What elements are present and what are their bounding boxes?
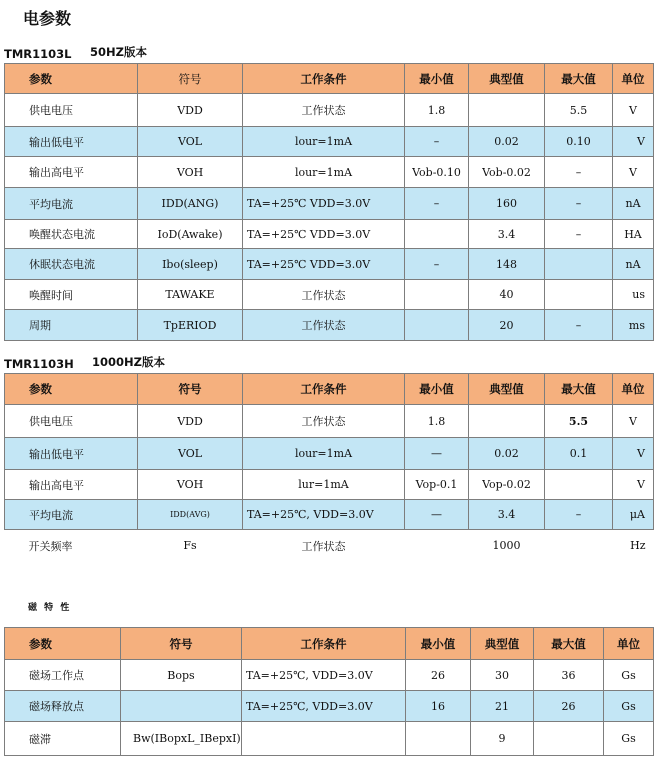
table-row bbox=[5, 438, 654, 470]
header-unit: 单位 bbox=[613, 64, 654, 94]
cell-max bbox=[545, 470, 613, 500]
table-row bbox=[5, 94, 654, 127]
cell-typ: Vop-0.02 bbox=[469, 470, 545, 500]
cell-condition: 工作状态 bbox=[243, 280, 405, 310]
cell-condition: lour=1mA bbox=[243, 127, 405, 157]
cell-max bbox=[534, 722, 604, 756]
cell-min: 26 bbox=[406, 660, 471, 691]
cell-param: 唤醒时间 bbox=[5, 280, 138, 310]
header-typ: 典型值 bbox=[469, 64, 545, 94]
cell-min: – bbox=[405, 249, 469, 280]
cell-unit: V bbox=[613, 438, 654, 470]
section1-version: 50HZ版本 bbox=[90, 45, 147, 59]
cell-max: 26 bbox=[534, 691, 604, 722]
cell-unit: V bbox=[613, 405, 654, 438]
cell-symbol: Bops bbox=[121, 660, 242, 691]
cell-min: – bbox=[405, 188, 469, 220]
page-title: 电参数 bbox=[23, 9, 72, 28]
cell-min bbox=[405, 220, 469, 249]
table-row bbox=[5, 220, 654, 249]
section1-model: TMR1103L bbox=[4, 47, 72, 61]
cell-condition: lour=1mA bbox=[243, 438, 405, 470]
cell-typ: 148 bbox=[469, 249, 545, 280]
table-row bbox=[5, 530, 654, 562]
cell-condition: lour=1mA bbox=[243, 157, 405, 188]
cell-param: 平均电流 bbox=[5, 500, 138, 530]
cell-typ: 160 bbox=[469, 188, 545, 220]
cell-param: 输出低电平 bbox=[5, 127, 138, 157]
cell-typ: 9 bbox=[471, 722, 534, 756]
cell-condition: TA=+25℃, VDD=3.0V bbox=[242, 660, 406, 691]
cell-typ: 1000 bbox=[492, 539, 521, 553]
header-symbol: 符号 bbox=[138, 374, 243, 405]
cell-condition: TA=+25℃ VDD=3.0V bbox=[243, 249, 405, 280]
cell-max: 0.1 bbox=[545, 438, 613, 470]
header-symbol: 符号 bbox=[121, 628, 242, 660]
cell-max: 36 bbox=[534, 660, 604, 691]
table-row bbox=[5, 127, 654, 157]
cell-min: — bbox=[405, 438, 469, 470]
cell-symbol: Bw(IBopxL_IBepxI) bbox=[121, 722, 242, 756]
cell-symbol: VOL bbox=[138, 438, 243, 470]
header-symbol: 符号 bbox=[138, 64, 243, 94]
cell-max bbox=[545, 530, 613, 562]
table-row bbox=[5, 280, 654, 310]
section2-version: 1000HZ版本 bbox=[92, 355, 165, 369]
cell-max: – bbox=[545, 220, 613, 249]
cell-param: 磁滞 bbox=[5, 722, 121, 756]
header-param: 参数 bbox=[5, 374, 138, 405]
cell-param: 休眠状态电流 bbox=[5, 249, 138, 280]
cell-max: – bbox=[545, 500, 613, 530]
cell-min bbox=[406, 722, 471, 756]
cell-unit: Hz bbox=[630, 539, 646, 553]
table-row bbox=[5, 188, 654, 220]
cell-unit: us bbox=[613, 280, 654, 310]
cell-typ: 3.4 bbox=[469, 220, 545, 249]
cell-param: 开关频率 bbox=[28, 539, 73, 553]
header-min: 最小值 bbox=[405, 64, 469, 94]
cell-symbol: IoD(Awake) bbox=[138, 220, 243, 249]
cell-min bbox=[405, 310, 469, 341]
cell-symbol bbox=[121, 691, 242, 722]
cell-unit: Gs bbox=[604, 722, 654, 756]
cell-max: – bbox=[545, 157, 613, 188]
table-row bbox=[5, 405, 654, 438]
cell-param: 供电电压 bbox=[5, 94, 138, 127]
cell-typ: 3.4 bbox=[469, 500, 545, 530]
cell-min bbox=[405, 280, 469, 310]
cell-min: 1.8 bbox=[405, 405, 469, 438]
table-row bbox=[5, 310, 654, 341]
header-condition: 工作条件 bbox=[243, 64, 405, 94]
cell-min: 1.8 bbox=[405, 94, 469, 127]
cell-min bbox=[405, 530, 469, 562]
table-row bbox=[5, 470, 654, 500]
cell-param: 唤醒状态电流 bbox=[5, 220, 138, 249]
header-max: 最大值 bbox=[545, 64, 613, 94]
cell-param: 输出高电平 bbox=[5, 157, 138, 188]
table-row bbox=[5, 157, 654, 188]
cell-condition: TA=+25℃ VDD=3.0V bbox=[243, 188, 405, 220]
cell-max: 5.5 bbox=[545, 405, 613, 438]
header-unit: 单位 bbox=[613, 374, 654, 405]
cell-condition: TA=+25℃, VDD=3.0V bbox=[243, 500, 405, 530]
cell-unit: V bbox=[613, 94, 654, 127]
cell-unit: μA bbox=[613, 500, 654, 530]
header-param: 参数 bbox=[5, 628, 121, 660]
cell-condition: TA=+25℃ VDD=3.0V bbox=[243, 220, 405, 249]
cell-typ: 0.02 bbox=[469, 127, 545, 157]
cell-unit: V bbox=[613, 127, 654, 157]
cell-symbol: IDD(ANG) bbox=[138, 188, 243, 220]
cell-typ: 40 bbox=[469, 280, 545, 310]
cell-typ: 20 bbox=[469, 310, 545, 341]
cell-unit: Gs bbox=[604, 660, 654, 691]
cell-symbol: VDD bbox=[138, 405, 243, 438]
cell-param: 周期 bbox=[5, 310, 138, 341]
cell-condition: 工作状态 bbox=[301, 539, 346, 553]
header-param: 参数 bbox=[5, 64, 138, 94]
section1-table bbox=[4, 63, 654, 341]
table-row bbox=[5, 722, 654, 756]
cell-symbol: VOH bbox=[138, 157, 243, 188]
cell-symbol: Ibo(sleep) bbox=[138, 249, 243, 280]
cell-symbol: VOH bbox=[138, 470, 243, 500]
cell-param: 输出低电平 bbox=[5, 438, 138, 470]
header-min: 最小值 bbox=[406, 628, 471, 660]
table-header-row bbox=[5, 374, 654, 405]
cell-max bbox=[545, 280, 613, 310]
section2-table bbox=[4, 373, 654, 562]
cell-symbol: TpERIOD bbox=[138, 310, 243, 341]
header-min: 最小值 bbox=[405, 374, 469, 405]
cell-typ bbox=[469, 405, 545, 438]
cell-min: Vob-0.10 bbox=[405, 157, 469, 188]
section2-model: TMR1103H bbox=[4, 357, 74, 371]
header-condition: 工作条件 bbox=[243, 374, 405, 405]
cell-param: 磁场释放点 bbox=[5, 691, 121, 722]
cell-condition: 工作状态 bbox=[243, 94, 405, 127]
cell-min: 16 bbox=[406, 691, 471, 722]
cell-max bbox=[545, 249, 613, 280]
cell-param: 磁场工作点 bbox=[5, 660, 121, 691]
cell-typ: 30 bbox=[471, 660, 534, 691]
cell-symbol: IDD(AVG) bbox=[138, 500, 243, 530]
cell-param: 输出高电平 bbox=[5, 470, 138, 500]
cell-condition bbox=[242, 722, 406, 756]
magnetic-section-title: 磁 特 性 bbox=[28, 603, 72, 613]
cell-max: 0.10 bbox=[545, 127, 613, 157]
section3-table bbox=[4, 627, 654, 756]
cell-unit: V bbox=[613, 470, 654, 500]
cell-typ: 21 bbox=[471, 691, 534, 722]
cell-max: – bbox=[545, 188, 613, 220]
cell-symbol: VDD bbox=[138, 94, 243, 127]
cell-typ bbox=[469, 94, 545, 127]
header-max: 最大值 bbox=[545, 374, 613, 405]
cell-unit: HA bbox=[613, 220, 654, 249]
cell-max: – bbox=[545, 310, 613, 341]
cell-min: – bbox=[405, 127, 469, 157]
cell-param: 平均电流 bbox=[5, 188, 138, 220]
cell-symbol: TAWAKE bbox=[138, 280, 243, 310]
cell-min: — bbox=[405, 500, 469, 530]
cell-max: 5.5 bbox=[545, 94, 613, 127]
table-header-row bbox=[5, 628, 654, 660]
cell-min: Vop-0.1 bbox=[405, 470, 469, 500]
table-row bbox=[5, 660, 654, 691]
cell-unit: ms bbox=[613, 310, 654, 341]
header-condition: 工作条件 bbox=[242, 628, 406, 660]
cell-condition: TA=+25℃, VDD=3.0V bbox=[242, 691, 406, 722]
cell-unit: Gs bbox=[604, 691, 654, 722]
cell-unit: nA bbox=[613, 249, 654, 280]
header-typ: 典型值 bbox=[469, 374, 545, 405]
table-row bbox=[5, 249, 654, 280]
table-header-row bbox=[5, 64, 654, 94]
cell-condition: 工作状态 bbox=[243, 310, 405, 341]
header-typ: 典型值 bbox=[471, 628, 534, 660]
cell-unit: nA bbox=[613, 188, 654, 220]
cell-symbol: VOL bbox=[138, 127, 243, 157]
cell-symbol: Fs bbox=[183, 539, 197, 553]
header-unit: 单位 bbox=[604, 628, 654, 660]
cell-condition: lur=1mA bbox=[243, 470, 405, 500]
cell-typ: Vob-0.02 bbox=[469, 157, 545, 188]
cell-typ: 0.02 bbox=[469, 438, 545, 470]
table-row bbox=[5, 500, 654, 530]
cell-unit: V bbox=[613, 157, 654, 188]
cell-condition: 工作状态 bbox=[243, 405, 405, 438]
table-row bbox=[5, 691, 654, 722]
header-max: 最大值 bbox=[534, 628, 604, 660]
cell-param: 供电电压 bbox=[5, 405, 138, 438]
